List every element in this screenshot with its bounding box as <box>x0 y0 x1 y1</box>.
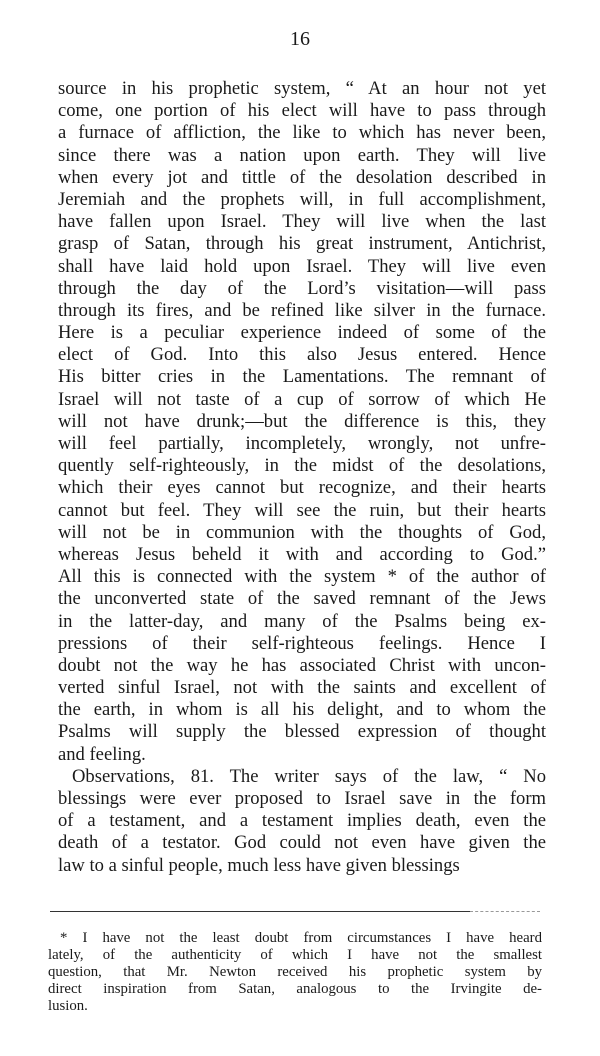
text-line: elect of God. Into this also Jesus entered. Hence <box>58 344 546 366</box>
text-line: whereas Jesus beheld it with and according to God.” <box>58 543 546 565</box>
text-line: and feeling. <box>58 743 146 765</box>
text-line: source in his prophetic system, “ At an hour not yet <box>58 78 546 99</box>
text-line: which their eyes cannot but recognize, and their hearts <box>58 477 546 499</box>
text-line: the earth, in whom is all his delight, and to whom the <box>58 699 546 721</box>
text-line: shall have laid hold upon Israel. They will live even <box>58 255 546 277</box>
text-line: quently self-righteously, in the midst of the desolations, <box>58 455 546 477</box>
text-line: verted sinful Israel, not with the saints and excellent of <box>58 677 546 699</box>
footnote-line: * I have not the least doubt from circumstances I have heard <box>60 930 542 946</box>
text-line: the unconverted state of the saved remnant of the Jews <box>58 588 546 610</box>
footnote-line: question, that Mr. Newton received his prophetic system by <box>48 964 542 980</box>
text-line: death of a testator. God could not even have given the <box>58 832 546 854</box>
footnote-divider <box>50 911 470 912</box>
text-line: have fallen upon Israel. They will live when the last <box>58 211 546 233</box>
text-line: cannot but feel. They will see the ruin, but their hearts <box>58 499 546 521</box>
footnote-line: lusion. <box>48 998 88 1014</box>
text-line: law to a sinful people, much less have given blessings <box>58 854 460 876</box>
page-number: 16 <box>290 28 310 50</box>
text-line: pressions of their self-righteous feelings. Hence I <box>58 632 546 654</box>
text-line: Israel will not taste of a cup of sorrow of which He <box>58 388 546 410</box>
text-line: come, one portion of his elect will have to pass through <box>58 100 546 122</box>
text-line: All this is connected with the system * of the author of <box>58 566 546 588</box>
text-line: since there was a nation upon earth. They will live <box>58 144 546 166</box>
text-line: when every jot and tittle of the desolation described in <box>58 166 546 188</box>
text-line: blessings were ever proposed to Israel save in the form <box>58 788 546 809</box>
text-line: His bitter cries in the Lamentations. The remnant of <box>58 366 546 388</box>
footnote-divider-tail <box>470 911 540 912</box>
text-line: through its fires, and be refined like silver in the furnace. <box>58 299 546 321</box>
text-line: will not be in communion with the thoughts of God, <box>58 521 546 543</box>
text-line: Observations, 81. The writer says of the law, “ No <box>72 765 546 787</box>
text-line: through the day of the Lord’s visitation—will pass <box>58 277 546 299</box>
footnote <box>48 930 542 1015</box>
text-line: Psalms will supply the blessed expression of thought <box>58 721 546 743</box>
text-line: grasp of Satan, through his great instrument, Antichrist, <box>58 233 546 255</box>
body-text <box>58 78 546 877</box>
text-line: doubt not the way he has associated Christ with uncon- <box>58 654 546 676</box>
text-line: will not have drunk;—but the difference is this, they <box>58 410 546 432</box>
text-line: a furnace of affliction, the like to which has never been, <box>58 122 546 144</box>
text-line: will feel partially, incompletely, wrongly, not unfre- <box>58 433 546 454</box>
text-line: in the latter-day, and many of the Psalms being ex- <box>58 610 546 632</box>
text-line: Jeremiah and the prophets will, in full accomplishment, <box>58 188 546 210</box>
text-line: of a testament, and a testament implies death, even the <box>58 810 546 832</box>
text-line: Here is a peculiar experience indeed of some of the <box>58 322 546 344</box>
footnote-line: lately, of the authenticity of which I have not the smallest <box>48 947 542 963</box>
footnote-line: direct inspiration from Satan, analogous to the Irvingite de- <box>48 981 542 997</box>
